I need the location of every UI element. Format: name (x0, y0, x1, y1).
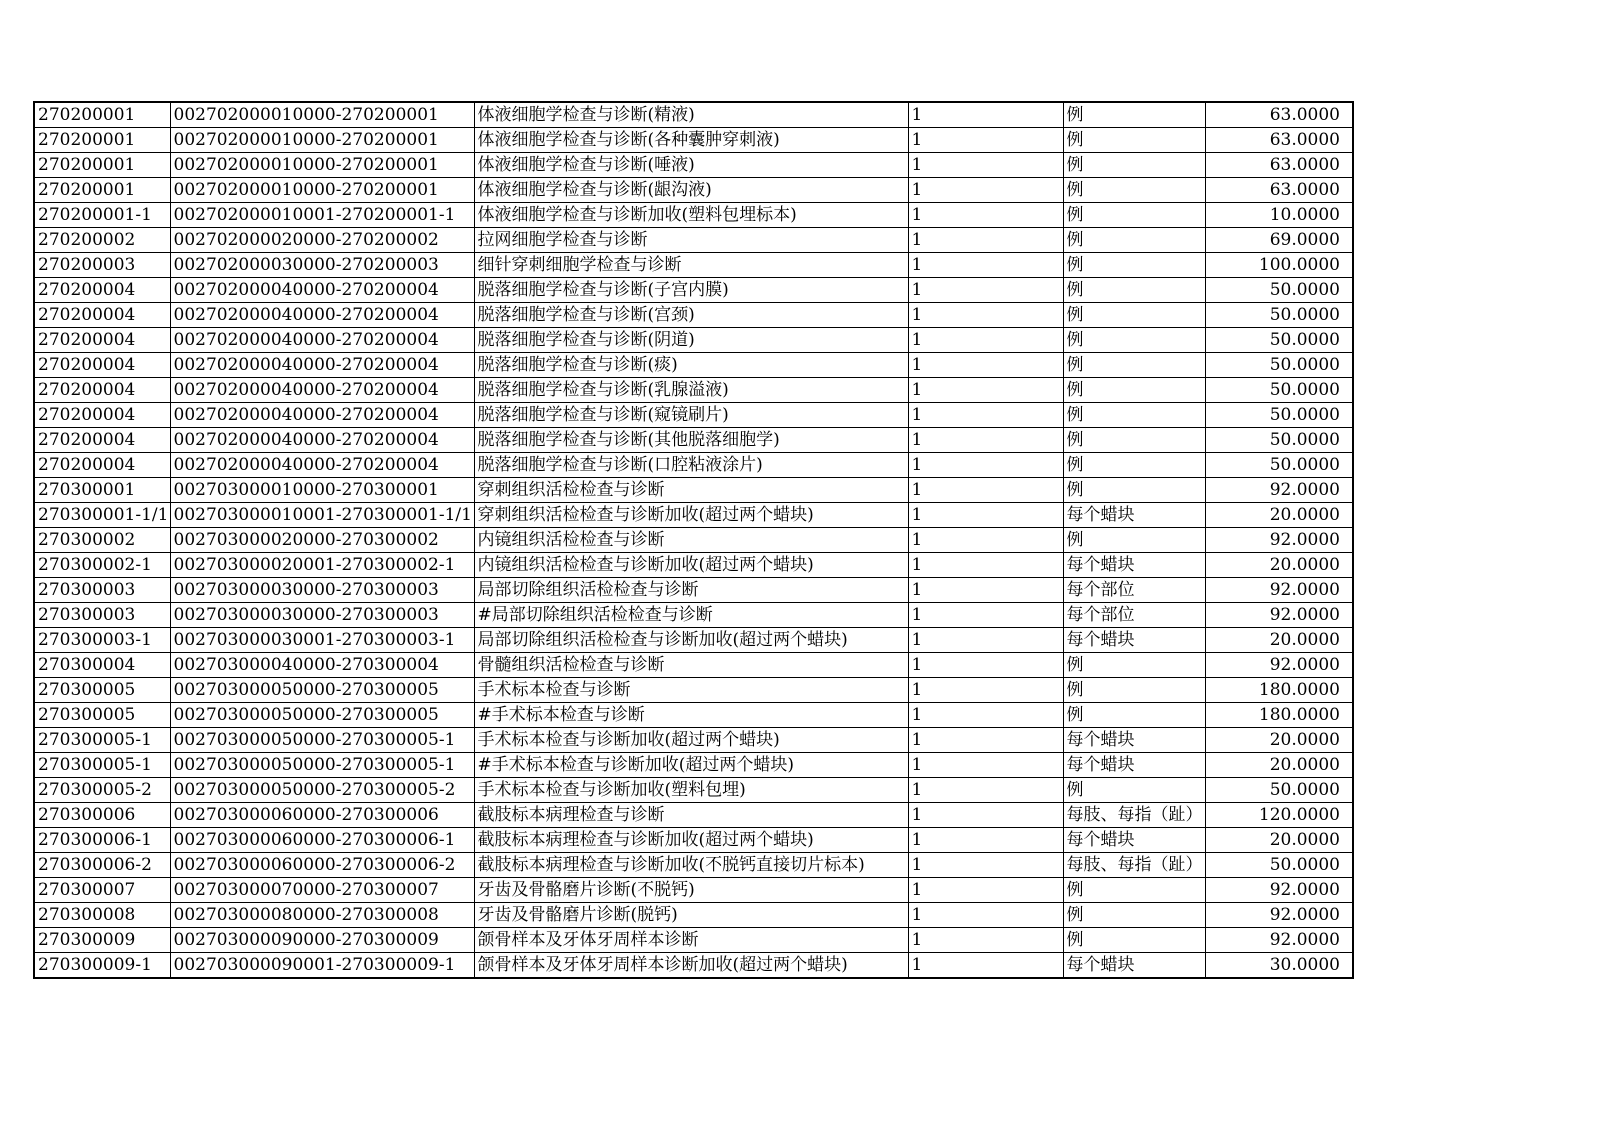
full-code-cell: 002702000010000-270200001 (170, 178, 474, 203)
full-code-cell: 002702000040000-270200004 (170, 278, 474, 303)
table-row (34, 153, 1353, 178)
price-cell: 69.0000 (1205, 228, 1353, 253)
quantity-cell: 1 (908, 328, 1063, 353)
table-row (34, 828, 1353, 853)
item-code-cell: 270200004 (34, 453, 170, 478)
item-code-cell: 270300004 (34, 653, 170, 678)
table-row (34, 653, 1353, 678)
table-row (34, 328, 1353, 353)
item-code-cell: 270200002 (34, 228, 170, 253)
full-code-cell: 002702000040000-270200004 (170, 378, 474, 403)
price-cell: 92.0000 (1205, 603, 1353, 628)
price-cell: 100.0000 (1205, 253, 1353, 278)
full-code-cell: 002702000010000-270200001 (170, 128, 474, 153)
quantity-cell: 1 (908, 303, 1063, 328)
price-cell: 120.0000 (1205, 803, 1353, 828)
table-row (34, 928, 1353, 953)
table-row (34, 428, 1353, 453)
quantity-cell: 1 (908, 878, 1063, 903)
full-code-cell: 002703000070000-270300007 (170, 878, 474, 903)
price-cell: 92.0000 (1205, 578, 1353, 603)
price-cell: 50.0000 (1205, 353, 1353, 378)
unit-cell: 每个部位 (1063, 578, 1205, 603)
full-code-cell: 002703000060000-270300006 (170, 803, 474, 828)
unit-cell: 例 (1063, 903, 1205, 928)
table-row (34, 253, 1353, 278)
price-cell: 50.0000 (1205, 453, 1353, 478)
full-code-cell: 002702000010000-270200001 (170, 102, 474, 128)
table-row (34, 553, 1353, 578)
price-cell: 50.0000 (1205, 303, 1353, 328)
item-name-cell: 拉网细胞学检查与诊断 (474, 228, 908, 253)
quantity-cell: 1 (908, 778, 1063, 803)
quantity-cell: 1 (908, 953, 1063, 979)
full-code-cell: 002702000040000-270200004 (170, 453, 474, 478)
item-name-cell: 骨髓组织活检检查与诊断 (474, 653, 908, 678)
item-name-cell: 脱落细胞学检查与诊断(口腔粘液涂片) (474, 453, 908, 478)
quantity-cell: 1 (908, 628, 1063, 653)
price-cell: 50.0000 (1205, 853, 1353, 878)
item-name-cell: 体液细胞学检查与诊断(唾液) (474, 153, 908, 178)
quantity-cell: 1 (908, 203, 1063, 228)
unit-cell: 每个蜡块 (1063, 953, 1205, 979)
price-cell: 20.0000 (1205, 728, 1353, 753)
item-code-cell: 270300009 (34, 928, 170, 953)
unit-cell: 每个蜡块 (1063, 728, 1205, 753)
price-cell: 63.0000 (1205, 102, 1353, 128)
price-cell: 63.0000 (1205, 128, 1353, 153)
unit-cell: 例 (1063, 928, 1205, 953)
item-name-cell: 体液细胞学检查与诊断(龈沟液) (474, 178, 908, 203)
unit-cell: 例 (1063, 703, 1205, 728)
full-code-cell: 002702000010001-270200001-1 (170, 203, 474, 228)
item-name-cell: 脱落细胞学检查与诊断(乳腺溢液) (474, 378, 908, 403)
quantity-cell: 1 (908, 453, 1063, 478)
full-code-cell: 002703000090000-270300009 (170, 928, 474, 953)
table-row (34, 628, 1353, 653)
quantity-cell: 1 (908, 828, 1063, 853)
table-row (34, 353, 1353, 378)
price-cell: 63.0000 (1205, 178, 1353, 203)
item-name-cell: 细针穿刺细胞学检查与诊断 (474, 253, 908, 278)
item-code-cell: 270200001 (34, 153, 170, 178)
unit-cell: 例 (1063, 453, 1205, 478)
unit-cell: 例 (1063, 153, 1205, 178)
quantity-cell: 1 (908, 728, 1063, 753)
price-cell: 92.0000 (1205, 478, 1353, 503)
full-code-cell: 002702000040000-270200004 (170, 353, 474, 378)
item-code-cell: 270300005-2 (34, 778, 170, 803)
quantity-cell: 1 (908, 703, 1063, 728)
full-code-cell: 002703000010000-270300001 (170, 478, 474, 503)
full-code-cell: 002703000060000-270300006-2 (170, 853, 474, 878)
item-name-cell: 脱落细胞学检查与诊断(宫颈) (474, 303, 908, 328)
table-row (34, 128, 1353, 153)
item-code-cell: 270300006-2 (34, 853, 170, 878)
item-name-cell: 手术标本检查与诊断加收(超过两个蜡块) (474, 728, 908, 753)
unit-cell: 每肢、每指（趾） (1063, 853, 1205, 878)
quantity-cell: 1 (908, 528, 1063, 553)
table-row (34, 278, 1353, 303)
table-row (34, 478, 1353, 503)
item-code-cell: 270300001-1/1 (34, 503, 170, 528)
price-cell: 92.0000 (1205, 903, 1353, 928)
unit-cell: 例 (1063, 678, 1205, 703)
price-cell: 50.0000 (1205, 778, 1353, 803)
item-code-cell: 270200001-1 (34, 203, 170, 228)
item-name-cell: 牙齿及骨骼磨片诊断(不脱钙) (474, 878, 908, 903)
item-code-cell: 270200004 (34, 403, 170, 428)
quantity-cell: 1 (908, 503, 1063, 528)
item-code-cell: 270300002-1 (34, 553, 170, 578)
item-code-cell: 270300005 (34, 703, 170, 728)
price-cell: 92.0000 (1205, 878, 1353, 903)
item-name-cell: 体液细胞学检查与诊断(精液) (474, 102, 908, 128)
full-code-cell: 002703000030001-270300003-1 (170, 628, 474, 653)
table-row (34, 503, 1353, 528)
full-code-cell: 002703000050000-270300005-1 (170, 753, 474, 778)
table-row (34, 378, 1353, 403)
item-code-cell: 270300001 (34, 478, 170, 503)
item-code-cell: 270300005 (34, 678, 170, 703)
price-cell: 20.0000 (1205, 828, 1353, 853)
quantity-cell: 1 (908, 278, 1063, 303)
item-code-cell: 270200001 (34, 178, 170, 203)
item-code-cell: 270300009-1 (34, 953, 170, 979)
table-row (34, 528, 1353, 553)
unit-cell: 例 (1063, 228, 1205, 253)
table-row (34, 203, 1353, 228)
table-row (34, 303, 1353, 328)
table-row (34, 753, 1353, 778)
item-name-cell: #手术标本检查与诊断加收(超过两个蜡块) (474, 753, 908, 778)
price-cell: 50.0000 (1205, 378, 1353, 403)
item-name-cell: 截肢标本病理检查与诊断加收(超过两个蜡块) (474, 828, 908, 853)
item-code-cell: 270200004 (34, 328, 170, 353)
table-row (34, 728, 1353, 753)
price-cell: 92.0000 (1205, 528, 1353, 553)
full-code-cell: 002702000040000-270200004 (170, 403, 474, 428)
full-code-cell: 002703000020000-270300002 (170, 528, 474, 553)
table-row (34, 178, 1353, 203)
table-row (34, 878, 1353, 903)
quantity-cell: 1 (908, 578, 1063, 603)
price-cell: 180.0000 (1205, 678, 1353, 703)
item-name-cell: 脱落细胞学检查与诊断(子宫内膜) (474, 278, 908, 303)
price-cell: 50.0000 (1205, 428, 1353, 453)
full-code-cell: 002703000010001-270300001-1/1 (170, 503, 474, 528)
item-code-cell: 270300007 (34, 878, 170, 903)
table-row (34, 853, 1353, 878)
item-name-cell: #局部切除组织活检检查与诊断 (474, 603, 908, 628)
price-cell: 50.0000 (1205, 278, 1353, 303)
table-row (34, 903, 1353, 928)
table-row (34, 778, 1353, 803)
item-name-cell: 手术标本检查与诊断 (474, 678, 908, 703)
unit-cell: 每个蜡块 (1063, 753, 1205, 778)
quantity-cell: 1 (908, 153, 1063, 178)
quantity-cell: 1 (908, 378, 1063, 403)
unit-cell: 例 (1063, 378, 1205, 403)
item-code-cell: 270300006 (34, 803, 170, 828)
quantity-cell: 1 (908, 553, 1063, 578)
quantity-cell: 1 (908, 428, 1063, 453)
item-name-cell: 内镜组织活检检查与诊断加收(超过两个蜡块) (474, 553, 908, 578)
quantity-cell: 1 (908, 178, 1063, 203)
item-name-cell: 穿刺组织活检检查与诊断加收(超过两个蜡块) (474, 503, 908, 528)
item-code-cell: 270300005-1 (34, 728, 170, 753)
item-code-cell: 270200003 (34, 253, 170, 278)
item-name-cell: 脱落细胞学检查与诊断(其他脱落细胞学) (474, 428, 908, 453)
quantity-cell: 1 (908, 353, 1063, 378)
full-code-cell: 002703000020001-270300002-1 (170, 553, 474, 578)
quantity-cell: 1 (908, 253, 1063, 278)
full-code-cell: 002703000060000-270300006-1 (170, 828, 474, 853)
unit-cell: 每肢、每指（趾） (1063, 803, 1205, 828)
unit-cell: 例 (1063, 403, 1205, 428)
quantity-cell: 1 (908, 603, 1063, 628)
full-code-cell: 002703000050000-270300005 (170, 703, 474, 728)
table-row (34, 228, 1353, 253)
full-code-cell: 002703000030000-270300003 (170, 578, 474, 603)
item-name-cell: 脱落细胞学检查与诊断(阴道) (474, 328, 908, 353)
item-name-cell: 内镜组织活检检查与诊断 (474, 528, 908, 553)
quantity-cell: 1 (908, 803, 1063, 828)
unit-cell: 每个蜡块 (1063, 503, 1205, 528)
item-code-cell: 270200004 (34, 303, 170, 328)
price-cell: 20.0000 (1205, 503, 1353, 528)
quantity-cell: 1 (908, 478, 1063, 503)
unit-cell: 例 (1063, 353, 1205, 378)
item-code-cell: 270200001 (34, 102, 170, 128)
item-code-cell: 270200004 (34, 428, 170, 453)
unit-cell: 例 (1063, 102, 1205, 128)
item-code-cell: 270200004 (34, 378, 170, 403)
quantity-cell: 1 (908, 678, 1063, 703)
quantity-cell: 1 (908, 102, 1063, 128)
item-name-cell: 牙齿及骨骼磨片诊断(脱钙) (474, 903, 908, 928)
item-code-cell: 270300003-1 (34, 628, 170, 653)
item-name-cell: 脱落细胞学检查与诊断(窥镜刷片) (474, 403, 908, 428)
item-name-cell: 颌骨样本及牙体牙周样本诊断 (474, 928, 908, 953)
unit-cell: 例 (1063, 253, 1205, 278)
full-code-cell: 002703000050000-270300005-2 (170, 778, 474, 803)
price-cell: 20.0000 (1205, 628, 1353, 653)
unit-cell: 例 (1063, 303, 1205, 328)
unit-cell: 例 (1063, 128, 1205, 153)
unit-cell: 例 (1063, 878, 1205, 903)
quantity-cell: 1 (908, 903, 1063, 928)
quantity-cell: 1 (908, 403, 1063, 428)
item-name-cell: 截肢标本病理检查与诊断 (474, 803, 908, 828)
unit-cell: 每个部位 (1063, 603, 1205, 628)
item-code-cell: 270300002 (34, 528, 170, 553)
full-code-cell: 002702000020000-270200002 (170, 228, 474, 253)
unit-cell: 例 (1063, 178, 1205, 203)
price-cell: 92.0000 (1205, 653, 1353, 678)
price-cell: 20.0000 (1205, 753, 1353, 778)
item-code-cell: 270300005-1 (34, 753, 170, 778)
price-cell: 92.0000 (1205, 928, 1353, 953)
table-row (34, 703, 1353, 728)
item-name-cell: #手术标本检查与诊断 (474, 703, 908, 728)
full-code-cell: 002703000050000-270300005-1 (170, 728, 474, 753)
full-code-cell: 002703000080000-270300008 (170, 903, 474, 928)
full-code-cell: 002703000090001-270300009-1 (170, 953, 474, 979)
item-code-cell: 270300003 (34, 603, 170, 628)
table-row (34, 678, 1353, 703)
full-code-cell: 002703000030000-270300003 (170, 603, 474, 628)
quantity-cell: 1 (908, 853, 1063, 878)
table-row (34, 803, 1353, 828)
item-code-cell: 270300008 (34, 903, 170, 928)
unit-cell: 例 (1063, 778, 1205, 803)
item-name-cell: 体液细胞学检查与诊断加收(塑料包埋标本) (474, 203, 908, 228)
unit-cell: 例 (1063, 328, 1205, 353)
full-code-cell: 002703000050000-270300005 (170, 678, 474, 703)
fee-schedule-table (33, 101, 1354, 979)
item-name-cell: 体液细胞学检查与诊断(各种囊肿穿刺液) (474, 128, 908, 153)
price-cell: 180.0000 (1205, 703, 1353, 728)
quantity-cell: 1 (908, 128, 1063, 153)
unit-cell: 例 (1063, 278, 1205, 303)
quantity-cell: 1 (908, 753, 1063, 778)
unit-cell: 每个蜡块 (1063, 828, 1205, 853)
item-code-cell: 270200004 (34, 278, 170, 303)
unit-cell: 例 (1063, 653, 1205, 678)
item-code-cell: 270200001 (34, 128, 170, 153)
full-code-cell: 002702000040000-270200004 (170, 303, 474, 328)
item-code-cell: 270300003 (34, 578, 170, 603)
table-row (34, 953, 1353, 979)
full-code-cell: 002702000040000-270200004 (170, 428, 474, 453)
quantity-cell: 1 (908, 653, 1063, 678)
table-row (34, 102, 1353, 128)
table-row (34, 453, 1353, 478)
table-row (34, 603, 1353, 628)
unit-cell: 例 (1063, 528, 1205, 553)
unit-cell: 每个蜡块 (1063, 553, 1205, 578)
fee-schedule-body (34, 102, 1353, 978)
unit-cell: 例 (1063, 203, 1205, 228)
item-code-cell: 270200004 (34, 353, 170, 378)
item-name-cell: 截肢标本病理检查与诊断加收(不脱钙直接切片标本) (474, 853, 908, 878)
item-name-cell: 局部切除组织活检检查与诊断 (474, 578, 908, 603)
item-code-cell: 270300006-1 (34, 828, 170, 853)
price-cell: 30.0000 (1205, 953, 1353, 979)
quantity-cell: 1 (908, 228, 1063, 253)
price-cell: 50.0000 (1205, 328, 1353, 353)
item-name-cell: 穿刺组织活检检查与诊断 (474, 478, 908, 503)
item-name-cell: 手术标本检查与诊断加收(塑料包埋) (474, 778, 908, 803)
full-code-cell: 002702000040000-270200004 (170, 328, 474, 353)
item-name-cell: 脱落细胞学检查与诊断(痰) (474, 353, 908, 378)
table-row (34, 403, 1353, 428)
item-name-cell: 颌骨样本及牙体牙周样本诊断加收(超过两个蜡块) (474, 953, 908, 979)
full-code-cell: 002702000030000-270200003 (170, 253, 474, 278)
full-code-cell: 002703000040000-270300004 (170, 653, 474, 678)
full-code-cell: 002702000010000-270200001 (170, 153, 474, 178)
quantity-cell: 1 (908, 928, 1063, 953)
unit-cell: 每个蜡块 (1063, 628, 1205, 653)
price-cell: 10.0000 (1205, 203, 1353, 228)
item-name-cell: 局部切除组织活检检查与诊断加收(超过两个蜡块) (474, 628, 908, 653)
table-row (34, 578, 1353, 603)
price-cell: 20.0000 (1205, 553, 1353, 578)
price-cell: 50.0000 (1205, 403, 1353, 428)
unit-cell: 例 (1063, 428, 1205, 453)
price-cell: 63.0000 (1205, 153, 1353, 178)
unit-cell: 例 (1063, 478, 1205, 503)
